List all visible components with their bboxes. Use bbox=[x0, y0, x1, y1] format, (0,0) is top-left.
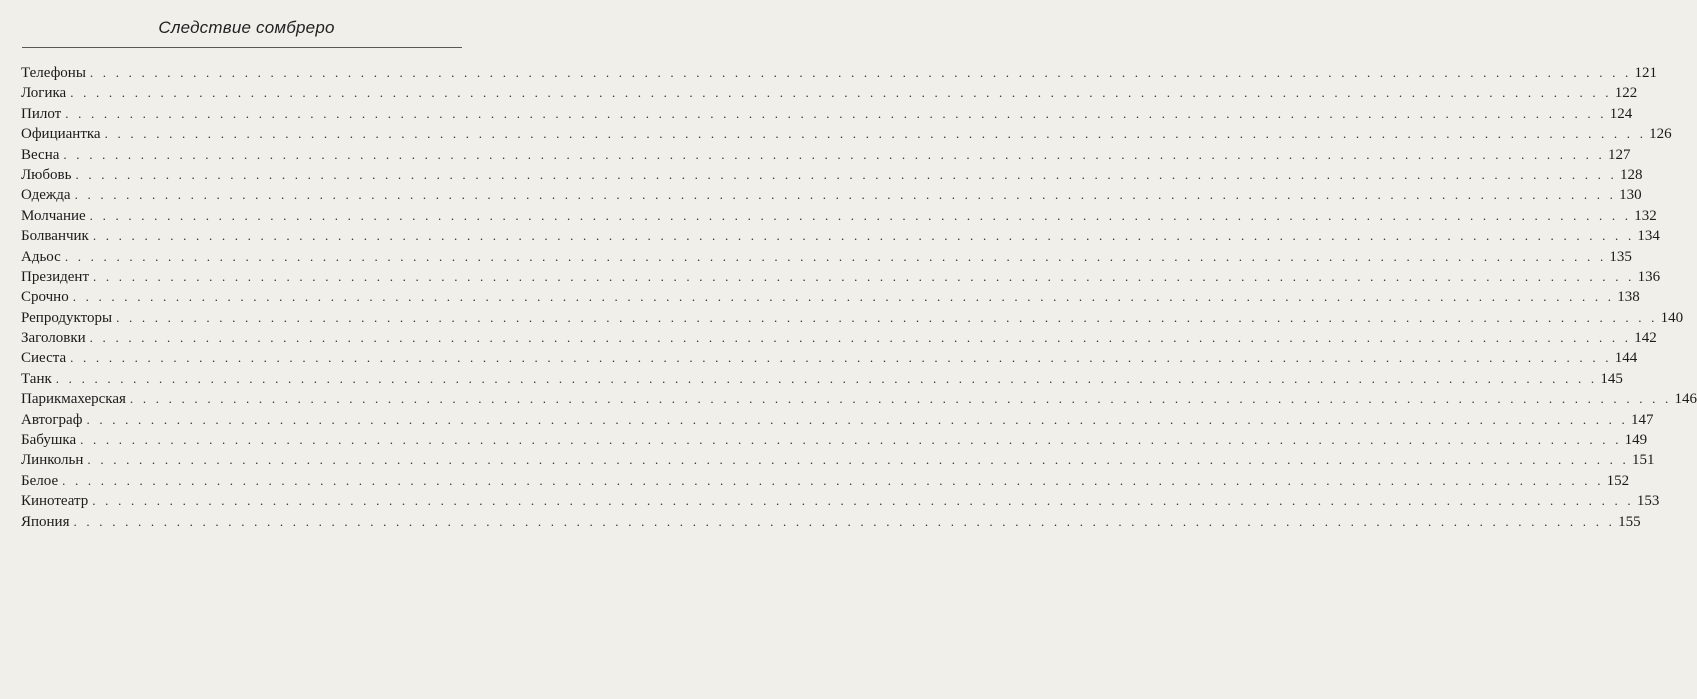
toc-entry-title: Президент bbox=[21, 268, 89, 285]
toc-entry-title: Весна bbox=[21, 146, 60, 163]
dot-leader: . . . . . . . . . . . . . . . . . . . . . . . . . . . . . . . . . . . . . . . . . . . . . . . . . . . . . . . . . . . . . . . . . . . . . . . . . . . . . . . . . . . . . . . . . . . . . . . . . . . . . . . . . . . . . . . . . . . . . . . . bbox=[87, 452, 1629, 468]
toc-entry-title: Телефоны bbox=[21, 65, 86, 81]
toc-entry bbox=[21, 308, 1684, 328]
toc-entry bbox=[21, 287, 1640, 307]
toc-entry-title: Автограф bbox=[21, 411, 83, 428]
dot-leader: . . . . . . . . . . . . . . . . . . . . . . . . . . . . . . . . . . . . . . . . . . . . . . . . . . . . . . . . . . . . . . . . . . . . . . . . . . . . . . . . . . . . . . . . . . . . . . . . . . . . . . . . . . . . . . . . . . . . . . . . bbox=[55, 370, 1598, 386]
dot-leader: . . . . . . . . . . . . . . . . . . . . . . . . . . . . . . . . . . . . . . . . . . . . . . . . . . . . . . . . . . . . . . . . . . . . . . . . . . . . . . . . . . . . . . . . . . . . . . . . . . . . . . . . . . . . . . . . . . . . . . . . bbox=[65, 105, 1607, 121]
toc-entry-page-number: 136 bbox=[1637, 268, 1661, 285]
toc-entry-title: Одежда bbox=[21, 187, 71, 204]
dot-leader: . . . . . . . . . . . . . . . . . . . . . . . . . . . . . . . . . . . . . . . . . . . . . . . . . . . . . . . . . . . . . . . . . . . . . . . . . . . . . . . . . . . . . . . . . . . . . . . . . . . . . . . . . . . . . . . . . . . . . . . . bbox=[89, 330, 1632, 346]
dot-leader: . . . . . . . . . . . . . . . . . . . . . . . . . . . . . . . . . . . . . . . . . . . . . . . . . . . . . . . . . . . . . . . . . . . . . . . . . . . . . . . . . . . . . . . . . . . . . . . . . . . . . . . . . . . . . . . . . . . . . . . . bbox=[74, 187, 1617, 203]
toc-entry bbox=[21, 206, 1657, 226]
toc-entry-page-number: 144 bbox=[1614, 350, 1638, 367]
toc-entry-title: Любовь bbox=[21, 166, 72, 183]
toc-entry bbox=[21, 83, 1638, 103]
toc-entry bbox=[21, 369, 1623, 389]
toc-entry-page-number: 155 bbox=[1618, 513, 1641, 530]
toc-entry-title: Логика bbox=[21, 85, 67, 102]
toc-entry bbox=[21, 165, 1643, 185]
toc-entry-page-number: 140 bbox=[1660, 309, 1684, 326]
toc-entry bbox=[21, 389, 1697, 409]
dot-leader: . . . . . . . . . . . . . . . . . . . . . . . . . . . . . . . . . . . . . . . . . . . . . . . . . . . . . . . . . . . . . . . . . . . . . . . . . . . . . . . . . . . . . . . . . . . . . . . . . . . . . . . . . . . . . . . . . . . . . . . . bbox=[62, 472, 1604, 488]
toc-entry-page-number: 130 bbox=[1619, 187, 1642, 204]
dot-leader: . . . . . . . . . . . . . . . . . . . . . . . . . . . . . . . . . . . . . . . . . . . . . . . . . . . . . . . . . . . . . . . . . . . . . . . . . . . . . . . . . . . . . . . . . . . . . . . . . . . . . . . . . . . . . . . . . . . . . . . . bbox=[129, 391, 1672, 407]
dot-leader: . . . . . . . . . . . . . . . . . . . . . . . . . . . . . . . . . . . . . . . . . . . . . . . . . . . . . . . . . . . . . . . . . . . . . . . . . . . . . . . . . . . . . . . . . . . . . . . . . . . . . . . . . . . . . . . . . . . . . . . . bbox=[93, 268, 1635, 284]
toc-entry-page-number: 126 bbox=[1649, 126, 1672, 143]
toc-entry-page-number: 134 bbox=[1637, 228, 1660, 245]
toc-entry-title: Пилот bbox=[21, 105, 62, 122]
toc-entry bbox=[21, 430, 1648, 450]
toc-entry-title: Срочно bbox=[21, 289, 69, 306]
toc-entry bbox=[21, 145, 1631, 165]
toc-entry bbox=[21, 267, 1661, 287]
dot-leader: . . . . . . . . . . . . . . . . . . . . . . . . . . . . . . . . . . . . . . . . . . . . . . . . . . . . . . . . . . . . . . . . . . . . . . . . . . . . . . . . . . . . . . . . . . . . . . . . . . . . . . . . . . . . . . . . . . . . . . . . bbox=[64, 248, 1607, 264]
toc-entry-title: Белое bbox=[21, 472, 59, 489]
toc-entry-page-number: 142 bbox=[1634, 330, 1657, 347]
toc-entry bbox=[21, 471, 1630, 491]
toc-entry-page-number: 138 bbox=[1617, 289, 1640, 306]
toc-entry bbox=[21, 104, 1633, 124]
dot-leader: . . . . . . . . . . . . . . . . . . . . . . . . . . . . . . . . . . . . . . . . . . . . . . . . . . . . . . . . . . . . . . . . . . . . . . . . . . . . . . . . . . . . . . . . . . . . . . . . . . . . . . . . . . . . . . . . . . . . . . . . bbox=[63, 146, 1605, 162]
toc-entry-title: Парикмахерская bbox=[21, 391, 126, 408]
toc-entry-title: Заголовки bbox=[21, 330, 86, 347]
running-header: Следствие сомбреро bbox=[158, 18, 335, 37]
dot-leader: . . . . . . . . . . . . . . . . . . . . . . . . . . . . . . . . . . . . . . . . . . . . . . . . . . . . . . . . . . . . . . . . . . . . . . . . . . . . . . . . . . . . . . . . . . . . . . . . . . . . . . . . . . . . . . . . . . . . . . . . bbox=[72, 289, 1615, 305]
dot-leader: . . . . . . . . . . . . . . . . . . . . . . . . . . . . . . . . . . . . . . . . . . . . . . . . . . . . . . . . . . . . . . . . . . . . . . . . . . . . . . . . . . . . . . . . . . . . . . . . . . . . . . . . . . . . . . . . . . . . . . . . bbox=[116, 309, 1658, 325]
dot-leader: . . . . . . . . . . . . . . . . . . . . . . . . . . . . . . . . . . . . . . . . . . . . . . . . . . . . . . . . . . . . . . . . . . . . . . . . . . . . . . . . . . . . . . . . . . . . . . . . . . . . . . . . . . . . . . . . . . . . . . . . bbox=[70, 350, 1612, 366]
toc-entry-title: Адьос bbox=[21, 248, 61, 265]
toc-entry-page-number: 147 bbox=[1631, 411, 1654, 428]
toc-entry bbox=[21, 247, 1632, 267]
toc-entry-title: Линкольн bbox=[21, 452, 84, 469]
toc-entry bbox=[21, 491, 1660, 511]
dot-leader: . . . . . . . . . . . . . . . . . . . . . . . . . . . . . . . . . . . . . . . . . . . . . . . . . . . . . . . . . . . . . . . . . . . . . . . . . . . . . . . . . . . . . . . . . . . . . . . . . . . . . . . . . . . . . . . . . . . . . . . . bbox=[86, 411, 1628, 427]
toc-entry bbox=[21, 328, 1657, 348]
toc-entry bbox=[21, 512, 1641, 532]
toc-entry-page-number: 127 bbox=[1607, 146, 1631, 163]
toc-entry-page-number: 149 bbox=[1624, 432, 1648, 449]
toc-entry-title: Репродукторы bbox=[21, 309, 113, 326]
dot-leader: . . . . . . . . . . . . . . . . . . . . . . . . . . . . . . . . . . . . . . . . . . . . . . . . . . . . . . . . . . . . . . . . . . . . . . . . . . . . . . . . . . . . . . . . . . . . . . . . . . . . . . . . . . . . . . . . . . . . . . . . bbox=[104, 126, 1647, 142]
toc-entry-title: Сиеста bbox=[21, 350, 67, 367]
toc-entry bbox=[21, 348, 1638, 368]
toc-entry-page-number: 146 bbox=[1674, 391, 1697, 408]
toc-entry-page-number: 128 bbox=[1620, 166, 1643, 183]
toc-entry-title: Япония bbox=[21, 513, 70, 530]
toc-entry-page-number: 124 bbox=[1609, 105, 1633, 122]
dot-leader: . . . . . . . . . . . . . . . . . . . . . . . . . . . . . . . . . . . . . . . . . . . . . . . . . . . . . . . . . . . . . . . . . . . . . . . . . . . . . . . . . . . . . . . . . . . . . . . . . . . . . . . . . . . . . . . . . . . . . . . . bbox=[80, 432, 1622, 448]
toc-entry-page-number: 145 bbox=[1600, 370, 1623, 387]
toc-entry-page-number: 151 bbox=[1631, 452, 1655, 469]
toc-entry bbox=[21, 124, 1672, 144]
toc-entry-page-number: 152 bbox=[1606, 472, 1630, 489]
toc-entry-title: Молчание bbox=[21, 207, 86, 224]
toc-entry-page-number: 135 bbox=[1609, 248, 1632, 265]
toc-entry-title: Танк bbox=[21, 370, 52, 387]
toc-entry-title: Официантка bbox=[21, 126, 101, 143]
toc-entry bbox=[21, 450, 1655, 470]
dot-leader: . . . . . . . . . . . . . . . . . . . . . . . . . . . . . . . . . . . . . . . . . . . . . . . . . . . . . . . . . . . . . . . . . . . . . . . . . . . . . . . . . . . . . . . . . . . . . . . . . . . . . . . . . . . . . . . . . . . . . . . . bbox=[73, 513, 1616, 529]
table-of-contents bbox=[21, 63, 1697, 532]
toc-entry-page-number: 122 bbox=[1614, 85, 1638, 102]
toc-entry bbox=[21, 410, 1654, 430]
toc-entry bbox=[21, 63, 1657, 83]
toc-entry-page-number: 153 bbox=[1636, 493, 1660, 510]
toc-entry-page-number: 132 bbox=[1634, 207, 1657, 224]
dot-leader: . . . . . . . . . . . . . . . . . . . . . . . . . . . . . . . . . . . . . . . . . . . . . . . . . . . . . . . . . . . . . . . . . . . . . . . . . . . . . . . . . . . . . . . . . . . . . . . . . . . . . . . . . . . . . . . . . . . . . . . . bbox=[75, 166, 1617, 182]
dot-leader: . . . . . . . . . . . . . . . . . . . . . . . . . . . . . . . . . . . . . . . . . . . . . . . . . . . . . . . . . . . . . . . . . . . . . . . . . . . . . . . . . . . . . . . . . . . . . . . . . . . . . . . . . . . . . . . . . . . . . . . . bbox=[92, 228, 1635, 244]
header-rule bbox=[22, 47, 462, 48]
dot-leader: . . . . . . . . . . . . . . . . . . . . . . . . . . . . . . . . . . . . . . . . . . . . . . . . . . . . . . . . . . . . . . . . . . . . . . . . . . . . . . . . . . . . . . . . . . . . . . . . . . . . . . . . . . . . . . . . . . . . . . . . bbox=[89, 207, 1632, 223]
toc-entry bbox=[21, 185, 1642, 205]
toc-entry-title: Болванчик bbox=[21, 228, 89, 245]
dot-leader: . . . . . . . . . . . . . . . . . . . . . . . . . . . . . . . . . . . . . . . . . . . . . . . . . . . . . . . . . . . . . . . . . . . . . . . . . . . . . . . . . . . . . . . . . . . . . . . . . . . . . . . . . . . . . . . . . . . . . . . . bbox=[70, 85, 1612, 101]
toc-entry-page-number: 121 bbox=[1634, 65, 1657, 81]
dot-leader: . . . . . . . . . . . . . . . . . . . . . . . . . . . . . . . . . . . . . . . . . . . . . . . . . . . . . . . . . . . . . . . . . . . . . . . . . . . . . . . . . . . . . . . . . . . . . . . . . . . . . . . . . . . . . . . . . . . . . . . . bbox=[89, 65, 1632, 80]
toc-entry-title: Бабушка bbox=[21, 432, 77, 449]
dot-leader: . . . . . . . . . . . . . . . . . . . . . . . . . . . . . . . . . . . . . . . . . . . . . . . . . . . . . . . . . . . . . . . . . . . . . . . . . . . . . . . . . . . . . . . . . . . . . . . . . . . . . . . . . . . . . . . . . . . . . . . . bbox=[92, 493, 1634, 509]
toc-entry bbox=[21, 226, 1660, 246]
toc-entry-title: Кинотеатр bbox=[21, 493, 89, 510]
